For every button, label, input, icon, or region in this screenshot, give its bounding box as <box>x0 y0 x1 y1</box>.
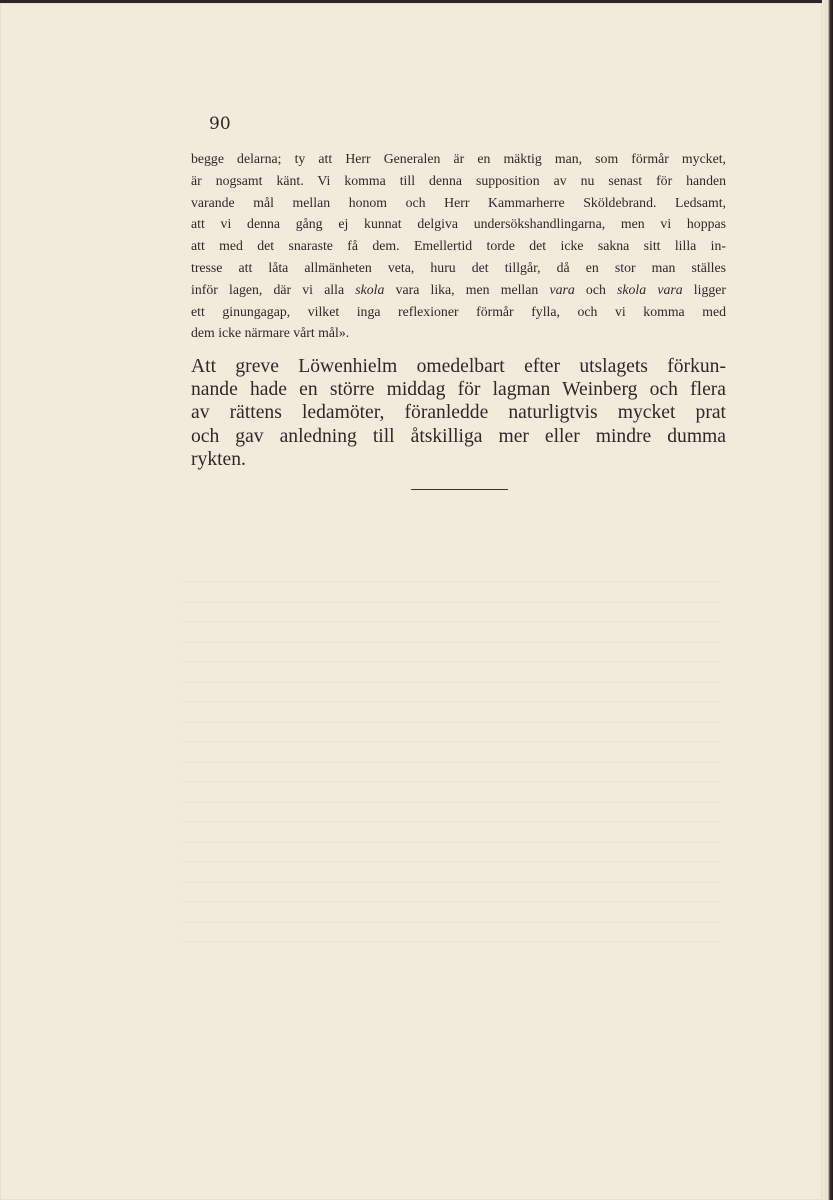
quote-line: dem icke närmare vårt mål». <box>191 325 350 341</box>
quote-line: tresse att låta allmänheten veta, huru det tillgår, då en stor man ställes <box>191 259 726 275</box>
emphasis-skola: skola <box>355 281 385 297</box>
page-number: 90 <box>209 114 231 134</box>
quote-line: är nogsamt känt. Vi komma till denna supposition av nu senast för handen <box>191 172 726 188</box>
quote-line-with-emphasis <box>191 279 726 301</box>
bleed-through-texture <box>180 563 720 943</box>
section-divider <box>411 489 508 490</box>
quote-text: vara lika, men mellan <box>384 281 550 297</box>
quote-line: begge delarna; ty att Herr Generalen är en mäktig man, som förmår mycket, <box>191 151 726 166</box>
body-line: och gav anledning till åtskilliga mer eller mindre dumma <box>191 425 726 447</box>
scan-border-right <box>822 0 833 1200</box>
quote-line: att vi denna gång ej kunnat delgiva undersökshandlingarna, men vi hoppas <box>191 216 726 232</box>
body-line: nande hade en större middag för lagman Weinberg och flera <box>191 379 726 401</box>
body-line: Att greve Löwenhielm omedelbart efter utslagets förkun- <box>191 356 726 377</box>
book-page <box>0 3 822 1200</box>
quoted-passage <box>191 148 726 344</box>
quote-line: varande mål mellan honom och Herr Kammarherre Sköldebrand. Ledsamt, <box>191 194 726 210</box>
quote-text: och <box>574 281 618 297</box>
body-paragraph <box>191 355 726 471</box>
body-line: av rättens ledamöter, föranledde naturligtvis mycket prat <box>191 402 726 424</box>
emphasis-skola-vara: skola vara <box>617 281 683 297</box>
emphasis-vara: vara <box>549 281 575 297</box>
quote-line: ett ginungagap, vilket inga reflexioner förmår fylla, och vi komma med <box>191 303 726 319</box>
quote-text: inför lagen, där vi alla <box>191 281 356 297</box>
quote-text: ligger <box>682 281 726 297</box>
body-line: rykten. <box>191 448 246 470</box>
quote-line: att med det snaraste få dem. Emellertid torde det icke sakna sitt lilla in- <box>191 238 726 254</box>
